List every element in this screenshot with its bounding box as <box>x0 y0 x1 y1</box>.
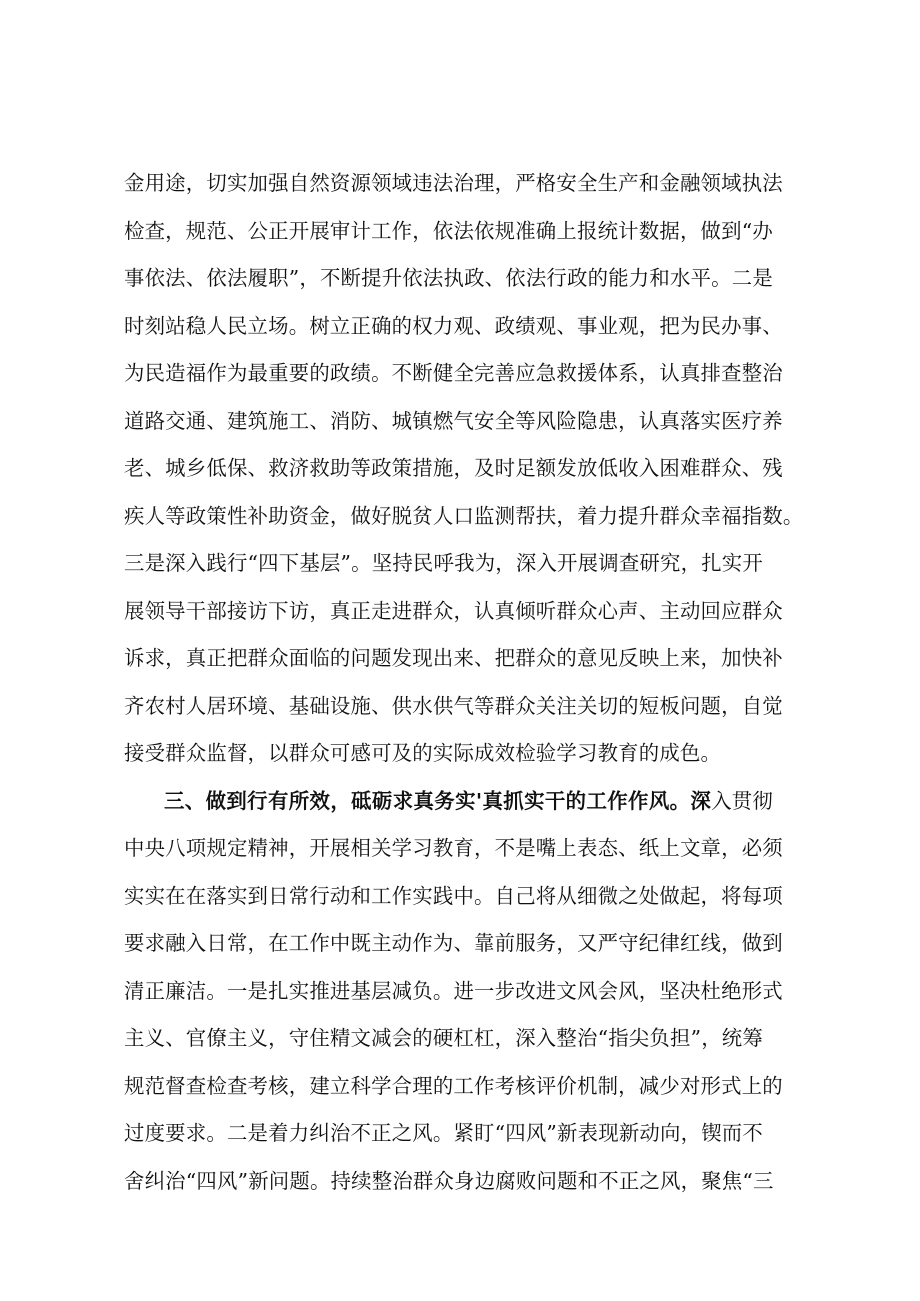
paragraph-2-line-6: 规范督查检查考核，建立科学合理的工作考核评价机制，减少对形式上的 <box>124 1074 783 1098</box>
paragraph-1-line-12: 齐农村人居环境、基础设施、供水供气等群众关注关切的短板问题，自觉 <box>124 694 783 718</box>
paragraph-1-line-1: 金用途，切实加强自然资源领域违法治理，严格安全生产和金融领域执法 <box>124 171 783 195</box>
section-heading: 三、做到行有所效，砥砺求真务实'真抓实干的工作作风。深 <box>164 789 712 813</box>
paragraph-2-line-8: 舍纠治“四风”新问题。持续整治群众身边腐败问题和不正之风，聚焦“三 <box>124 1169 774 1193</box>
paragraph-2-line-4: 清正廉洁。一是扎实推进基层减负。进一步改进文风会风，坚决杜绝形式 <box>124 979 783 1003</box>
paragraph-2-line-1: 中央八项规定精神，开展相关学习教育，不是嘴上表态、纸上文章，必须 <box>124 836 783 860</box>
section-heading-line <box>164 781 804 821</box>
paragraph-1-line-8: 疾人等政策性补助资金，做好脱贫人口监测帮扶，着力提升群众幸福指数。 <box>124 504 804 528</box>
paragraph-2-line-2: 实实在在落实到日常行动和工作实践中。自己将从细微之处做起，将每项 <box>124 884 783 908</box>
paragraph-1-line-4: 时刻站稳人民立场。树立正确的权力观、政绩观、事业观，把为民办事、 <box>124 314 783 338</box>
paragraph-1-line-3: 事依法、依法履职”，不断提升依法执政、依法行政的能力和水平。二是 <box>124 266 773 290</box>
paragraph-1-line-7: 老、城乡低保、救济救助等政策措施，及时足额发放低收入困难群众、残 <box>124 456 783 480</box>
paragraph-2-line-3: 要求融入日常，在工作中既主动作为、靠前服务，又严守纪律红线，做到 <box>124 931 783 955</box>
paragraph-2-line-5: 主义、官僚主义，守住精文减会的硬杠杠，深入整治“指尖负担”，统筹 <box>124 1026 763 1050</box>
paragraph-2-line-7: 过度要求。二是着力纠治不正之风。紧盯“四风”新表现新动向，锲而不 <box>124 1121 763 1145</box>
section-heading-rest: 入贯彻 <box>711 789 773 813</box>
paragraph-1-line-6: 道路交通、建筑施工、消防、城镇燃气安全等风险隐患，认真落实医疗养 <box>124 409 783 433</box>
paragraph-1-line-5: 为民造福作为最重要的政绩。不断健全完善应急救援体系，认真排查整治 <box>124 361 783 385</box>
paragraph-1-line-13: 接受群众监督，以群众可感可及的实际成效检验学习教育的成色。 <box>124 741 722 765</box>
paragraph-1-line-11: 诉求，真正把群众面临的问题发现出来、把群众的意见反映上来，加快补 <box>124 646 783 670</box>
paragraph-1-line-9: 三是深入践行“四下基层”。坚持民呼我为，深入开展调查研究，扎实开 <box>124 551 763 575</box>
paragraph-1-line-2: 检查，规范、公正开展审计工作，依法依规准确上报统计数据，做到“办 <box>124 219 773 243</box>
paragraph-1-line-10: 展领导干部接访下访，真正走进群众，认真倾听群众心声、主动回应群众 <box>124 599 783 623</box>
